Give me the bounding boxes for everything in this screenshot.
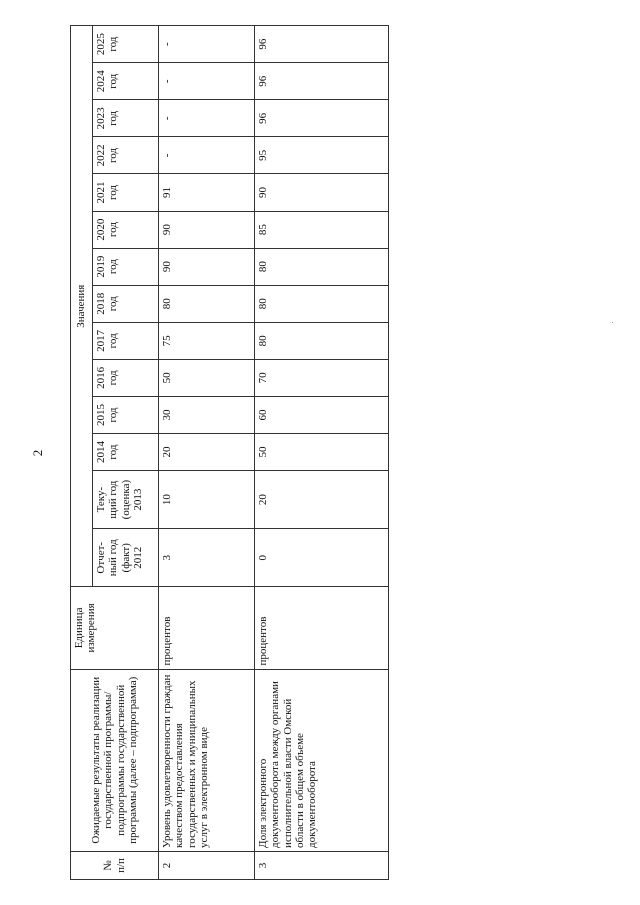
row-result: Доля электронного документооборота между органами исполнительной власти Омской области в общем объеме документооборота — [255, 669, 389, 851]
header-unit: Единица измерения — [71, 587, 159, 669]
value-cell: 20 — [255, 471, 389, 529]
header-year-col: 2017 год — [93, 322, 159, 359]
value-cell: 0 — [255, 529, 389, 587]
header-values: Значения — [71, 26, 93, 587]
header-year-col: 2023 год — [93, 100, 159, 137]
header-year-col: 2025 год — [93, 26, 159, 63]
value-cell: 91 — [159, 174, 255, 211]
value-cell: 70 — [255, 359, 389, 396]
value-cell: 3 — [159, 529, 255, 587]
value-cell: 90 — [255, 174, 389, 211]
value-cell: 95 — [255, 137, 389, 174]
header-year-col: 2019 год — [93, 248, 159, 285]
value-cell: - — [159, 100, 255, 137]
header-num: № п/п — [71, 851, 159, 879]
value-cell: 80 — [159, 285, 255, 322]
value-cell: 20 — [159, 434, 255, 471]
value-cell: - — [159, 63, 255, 100]
value-cell: 96 — [255, 100, 389, 137]
table-row — [159, 26, 255, 880]
header-year-col: Отчет- ный год (факт) 2012 — [93, 529, 159, 587]
header-year-col: 2016 год — [93, 359, 159, 396]
rotated-table-wrapper — [70, 25, 388, 880]
header-year-col: 2015 год — [93, 396, 159, 433]
value-cell: 50 — [159, 359, 255, 396]
row-unit: процентов — [255, 587, 389, 669]
value-cell: 80 — [255, 285, 389, 322]
value-cell: 90 — [159, 248, 255, 285]
header-year-col: 2018 год — [93, 285, 159, 322]
indicators-table — [70, 25, 389, 880]
value-cell: 85 — [255, 211, 389, 248]
table-row — [255, 26, 389, 880]
header-year-col: 2014 год — [93, 434, 159, 471]
value-cell: - — [159, 137, 255, 174]
header-year-col: 2024 год — [93, 63, 159, 100]
value-cell: - — [159, 26, 255, 63]
scan-speck — [612, 322, 613, 323]
page-number: 2 — [30, 449, 45, 457]
header-year-col: 2020 год — [93, 211, 159, 248]
header-year-col: 2022 год — [93, 137, 159, 174]
header-result: Ожидаемые результаты реализации государственной программы/подпрограммы государственной программы (далее – подпрограмма) — [71, 669, 159, 851]
value-cell: 50 — [255, 434, 389, 471]
header-row-group — [71, 26, 93, 880]
value-cell: 90 — [159, 211, 255, 248]
value-cell: 10 — [159, 471, 255, 529]
value-cell: 60 — [255, 396, 389, 433]
value-cell: 75 — [159, 322, 255, 359]
row-num: 2 — [159, 851, 255, 879]
value-cell: 80 — [255, 322, 389, 359]
header-year-col: Теку- щий год (оценка) 2013 — [93, 471, 159, 529]
value-cell: 96 — [255, 26, 389, 63]
value-cell: 96 — [255, 63, 389, 100]
header-year-col: 2021 год — [93, 174, 159, 211]
value-cell: 30 — [159, 396, 255, 433]
row-unit: процентов — [159, 587, 255, 669]
row-num: 3 — [255, 851, 389, 879]
value-cell: 80 — [255, 248, 389, 285]
row-result: Уровень удовлетворенности граждан качеством предоставления государственных и муниципальных услуг в электронном виде — [159, 669, 255, 851]
